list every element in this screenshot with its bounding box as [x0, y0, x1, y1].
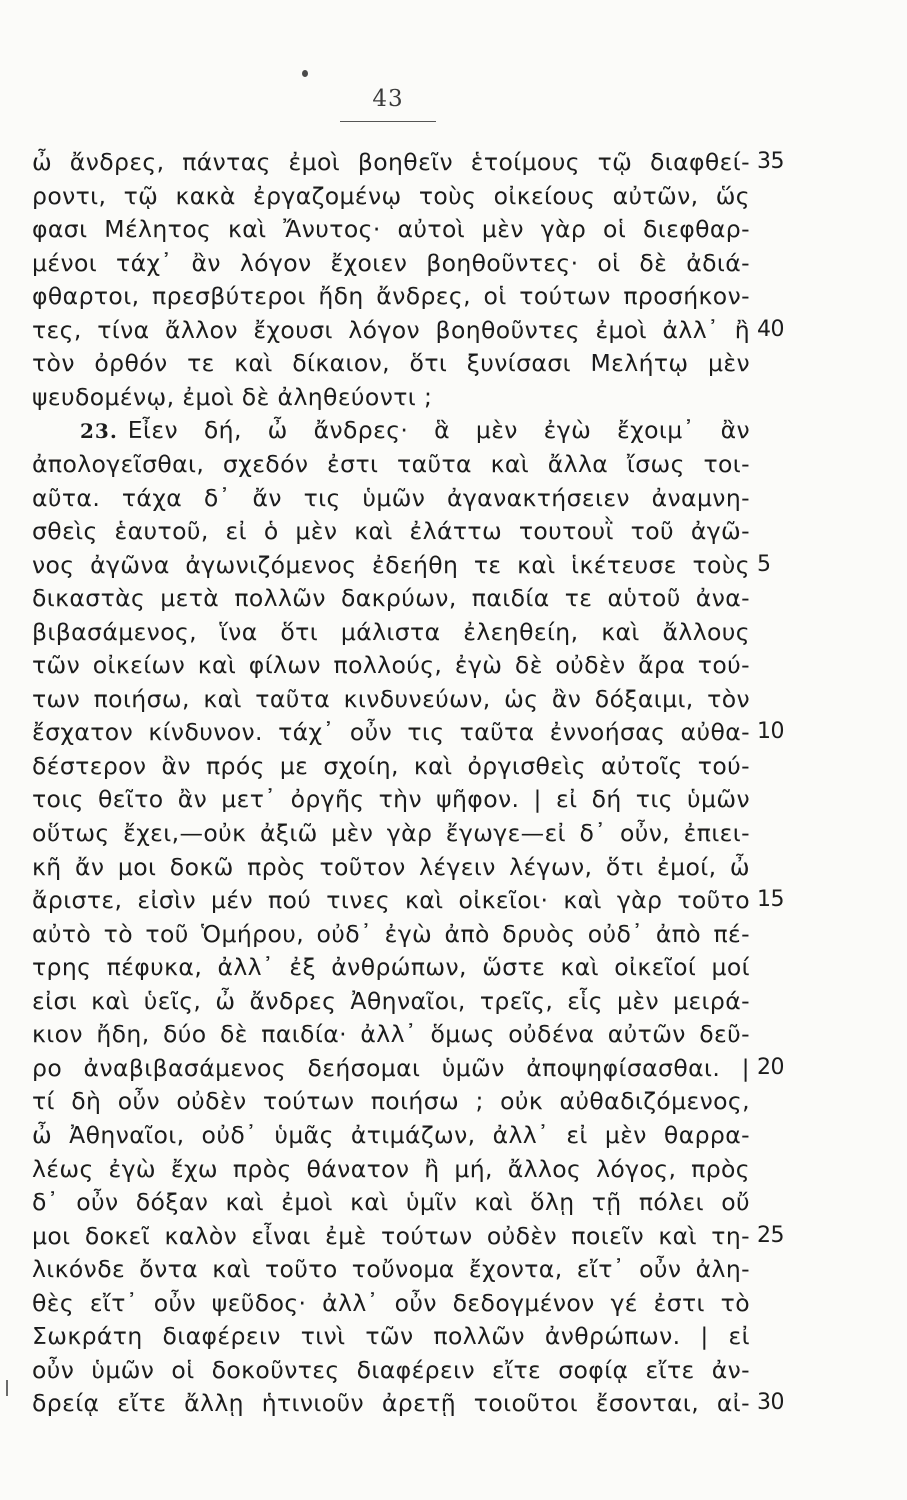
- line-text: ροντι, τῷ κακὰ ἐργαζομένῳ τοὺς οἰκείους αὐτῶν, ὥς: [32, 181, 750, 210]
- ink-dot: [302, 70, 308, 77]
- line-number: 5: [757, 551, 771, 577]
- line-number: 35: [757, 149, 784, 174]
- line-text: δ᾿ οὖν δόξαν καὶ ἐμοὶ καὶ ὑμῖν καὶ ὅλῃ τῇ πόλει οὔ: [32, 1188, 750, 1217]
- line-text: μένοι τάχ᾿ ἂν λόγον ἔχοιεν βοηθοῦντες· οἱ δὲ ἀδιά-: [32, 248, 750, 277]
- line-text: τοις θεῖτο ἂν μετ᾿ ὀργῆς τὴν ψῆφον. | εἰ δή τις ὑμῶν: [32, 785, 750, 814]
- text-line: [32, 316, 750, 344]
- line-text: θὲς εἴτ᾿ οὖν ψεῦδος· ἀλλ᾿ οὖν δεδογμένον γέ ἐστι τὸ: [32, 1288, 750, 1317]
- line-text: ρο ἀναβιβασάμενος δεήσομαι ὑμῶν ἀποψηφίσασθαι. |: [32, 1053, 750, 1082]
- line-number: 30: [757, 1390, 784, 1416]
- text-line: [32, 215, 750, 243]
- line-text: λέως ἐγὼ ἔχω πρὸς θάνατον ἢ μή, ἄλλος λόγος, πρὸς: [32, 1154, 750, 1183]
- line-text: τὸν ὀρθόν τε καὶ δίκαιον, ὅτι ξυνίσασι Μελήτῳ μὲν: [32, 349, 750, 378]
- line-text: ψευδομένῳ, ἐμοὶ δὲ ἀληθεύοντι ;: [32, 382, 433, 411]
- line-text: βιβασάμενος, ἵνα ὅτι μάλιστα ἐλεηθείη, καὶ ἄλλους: [32, 617, 750, 646]
- line-text: δικαστὰς μετὰ πολλῶν δακρύων, παιδία τε αὑτοῦ ἀνα-: [32, 584, 750, 613]
- text-line: [32, 1155, 750, 1183]
- line-text: οὖν ὑμῶν οἱ δοκοῦντες διαφέρειν εἴτε σοφίᾳ εἴτε ἀν-: [32, 1355, 750, 1384]
- line-text: λικόνδε ὄντα καὶ τοῦτο τοὔνομα ἔχοντα, εἴτ᾿ οὖν ἀλη-: [32, 1255, 750, 1284]
- line-text: κῆ ἄν μοι δοκῶ πρὸς τοῦτον λέγειν λέγων, ὅτι ἐμοί, ὦ: [32, 852, 750, 881]
- text-line: [32, 383, 750, 411]
- line-text: ἄριστε, εἰσὶν μέν πού τινες καὶ οἰκεῖοι· καὶ γὰρ τοῦτο: [32, 886, 750, 915]
- text-line: [32, 1322, 750, 1350]
- text-line: [32, 148, 750, 176]
- line-number: 25: [757, 1222, 784, 1248]
- text-line: [32, 450, 750, 478]
- line-text: φασι Μέλητος καὶ Ἄνυτος· αὐτοὶ μὲν γὰρ οἱ διεφθαρ-: [32, 215, 750, 244]
- page-number: 43: [372, 86, 404, 112]
- text-line: [32, 1020, 750, 1048]
- line-text: των ποιήσω, καὶ ταῦτα κινδυνεύων, ὡς ἂν δόξαιμι, τὸν: [32, 684, 750, 713]
- line-text: αὐτὸ τὸ τοῦ Ὁμήρου, οὐδ᾿ ἐγὼ ἀπὸ δρυὸς οὐδ᾿ ἀπὸ πέ-: [32, 919, 750, 948]
- text-line: [32, 685, 750, 713]
- text-line: [32, 1255, 750, 1283]
- text-line: [32, 886, 750, 914]
- text-line: [32, 853, 750, 881]
- text-line: [32, 1054, 750, 1082]
- line-text: νος ἀγῶνα ἀγωνιζόμενος ἐδεήθη τε καὶ ἱκέτευσε τοὺς: [32, 550, 750, 579]
- line-text: αῦτα. τάχα δ᾿ ἄν τις ὑμῶν ἀγανακτήσειεν ἀναμνη-: [32, 483, 750, 512]
- line-text: ἀπολογεῖσθαι, σχεδόν ἐστι ταῦτα καὶ ἄλλα ἴσως τοι-: [32, 449, 750, 478]
- line-text: μοι δοκεῖ καλὸν εἶναι ἐμὲ τούτων οὐδὲν ποιεῖν καὶ τη-: [32, 1221, 750, 1250]
- line-text: Εἶεν δή, ὦ ἄνδρες· ἃ μὲν ἐγὼ ἔχοιμ᾿ ἂν: [127, 416, 750, 445]
- text-line: [32, 584, 750, 612]
- line-text: ὦ Ἀθηναῖοι, οὐδ᾿ ὑμᾶς ἀτιμάζων, ἀλλ᾿ εἰ μὲν θαρρα-: [32, 1120, 750, 1149]
- line-number: 10: [757, 719, 784, 745]
- line-text: κιον ἤδη, δύο δὲ παιδία· ἀλλ᾿ ὅμως οὐδένα αὐτῶν δεῦ-: [32, 1020, 750, 1049]
- text-line: [32, 1188, 750, 1216]
- text-line: [32, 249, 750, 277]
- text-line: [32, 1289, 750, 1317]
- text-line: [32, 182, 750, 210]
- line-number: 40: [757, 316, 784, 342]
- line-number: 15: [757, 887, 784, 913]
- text-line: [32, 349, 750, 377]
- text-line: [32, 752, 750, 780]
- text-line: [32, 484, 750, 512]
- text-line: [32, 819, 750, 847]
- text-line: [32, 718, 750, 746]
- line-text: σθεὶς ἑαυτοῦ, εἰ ὁ μὲν καὶ ἐλάττω τουτουῒ τοῦ ἀγῶ-: [32, 517, 750, 546]
- text-line: [32, 785, 750, 813]
- line-text: ὦ ἄνδρες, πάντας ἐμοὶ βοηθεῖν ἑτοίμους τῷ διαφθεί-: [32, 148, 750, 176]
- page-number-rule: [340, 121, 436, 122]
- text-line: [32, 517, 750, 545]
- text-line: [32, 1356, 750, 1384]
- text-line: [32, 1121, 750, 1149]
- line-text: Σωκράτη διαφέρειν τινὶ τῶν πολλῶν ἀνθρώπων. | εἰ: [32, 1322, 750, 1351]
- line-text: δρείᾳ εἴτε ἄλλῃ ἡτινιοῦν ἀρετῇ τοιοῦτοι ἔσονται, αἰ-: [32, 1389, 750, 1418]
- text-line: [32, 920, 750, 948]
- line-text: φθαρτοι, πρεσβύτεροι ἤδη ἄνδρες, οἱ τούτων προσήκον-: [32, 282, 750, 311]
- text-line: [32, 416, 750, 445]
- line-text: οὕτως ἔχει,—οὐκ ἀξιῶ μὲν γὰρ ἔγωγε—εἰ δ᾿ οὖν, ἐπιει-: [32, 819, 750, 847]
- text-line: [32, 551, 750, 579]
- line-text: ἔσχατον κίνδυνον. τάχ᾿ οὖν τις ταῦτα ἐννοήσας αὐθα-: [32, 718, 750, 747]
- text-line: [32, 1087, 750, 1115]
- section-number: 23.: [80, 419, 118, 444]
- text-line: [32, 1222, 750, 1250]
- line-number: 20: [757, 1054, 784, 1080]
- text-line: [32, 651, 750, 679]
- line-text: δέστερον ἂν πρός με σχοίη, καὶ ὀργισθεὶς αὐτοῖς τού-: [32, 751, 750, 780]
- line-text: τες, τίνα ἄλλον ἔχουσι λόγον βοηθοῦντες ἐμοὶ ἀλλ᾿ ἢ: [32, 315, 750, 344]
- line-text: τῶν οἰκείων καὶ φίλων πολλούς, ἐγὼ δὲ οὐδὲν ἄρα τού-: [32, 651, 750, 680]
- text-line: [32, 953, 750, 981]
- text-line: [32, 618, 750, 646]
- line-text: τρης πέφυκα, ἀλλ᾿ ἐξ ἀνθρώπων, ὥστε καὶ οἰκεῖοί μοί: [32, 953, 750, 982]
- line-text: εἰσι καὶ ὑεῖς, ὦ ἄνδρες Ἀθηναῖοι, τρεῖς, εἷς μὲν μειρά-: [32, 986, 750, 1015]
- margin-mark: [6, 1380, 8, 1396]
- text-line: [32, 282, 750, 310]
- text-line: [32, 1389, 750, 1417]
- text-line: [32, 987, 750, 1015]
- line-text: τί δὴ οὖν οὐδὲν τούτων ποιήσω ; οὐκ αὐθαδιζόμενος,: [32, 1087, 750, 1116]
